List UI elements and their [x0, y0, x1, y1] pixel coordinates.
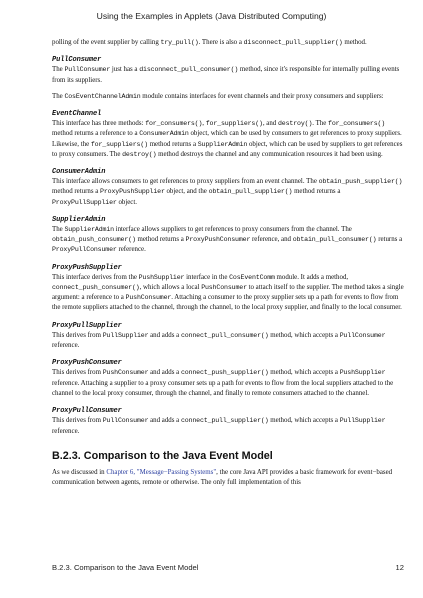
code-span: obtain_pull_consumer() — [292, 236, 377, 244]
text-span: object, which can be used by consumers to get references to proxy suppliers. Likewise, the — [52, 130, 402, 148]
text-span: object. — [116, 198, 138, 206]
text-span: , the core Java API provides a basic framework for event−based communication between agents, remote or otherwise. The only full implementation of this — [52, 468, 393, 487]
text-span: reference. — [52, 342, 80, 350]
text-span: , and — [262, 120, 278, 128]
definition-term: ProxyPushSupplier — [52, 263, 122, 272]
text-span: method destroys the channel and any communication resources it had been using. — [156, 150, 383, 158]
text-span: method, since it's responsible for internally pulling events from its suppliers. — [52, 66, 400, 84]
text-span: This derives from — [52, 331, 103, 339]
text-span: . There is also a — [198, 39, 244, 46]
code-span: ProxyPushSupplier — [100, 188, 165, 196]
text-span: just has a — [110, 66, 140, 74]
text-span: and adds a — [148, 417, 181, 425]
text-span: returns a — [376, 236, 403, 244]
code-span: destroy() — [122, 150, 157, 158]
definition-description — [52, 119, 404, 160]
text-span: , — [202, 120, 206, 128]
text-span: This derives from — [52, 417, 103, 425]
text-span: and adds a — [148, 331, 181, 339]
code-span: disconnect_pull_consumer() — [139, 66, 239, 74]
text-span: The — [52, 66, 65, 74]
definition-term: ConsumerAdmin — [52, 168, 106, 177]
code-span: CosEventChannelAdmin — [64, 92, 141, 100]
code-span: PushConsumer — [125, 294, 172, 302]
code-span: destroy() — [277, 120, 313, 128]
text-span: reference, and — [250, 236, 293, 244]
code-span: connect_pull_supplier() — [180, 417, 269, 425]
code-span: PullSupplier — [102, 331, 149, 339]
code-span: ConsumerAdmin — [139, 130, 189, 138]
code-span: SupplierAdmin — [64, 226, 114, 234]
text-span: method returns a — [292, 188, 341, 196]
code-span: PushConsumer — [201, 284, 247, 292]
text-span: to attach itself to the supplier. The method takes a single argument: a reference to a — [52, 284, 404, 302]
entries-a — [52, 55, 404, 86]
text-span: This interface derives from the — [52, 273, 139, 281]
text-span: method returns a reference to a — [52, 130, 140, 138]
text-span: module contains interfaces for event channels and their proxy consumers and suppliers: — [140, 92, 384, 100]
definition-term: ProxyPullSupplier — [52, 321, 122, 330]
definition-description — [52, 177, 404, 208]
text-span: method, which accepts a — [268, 331, 340, 339]
code-span: obtain_push_consumer() — [52, 236, 136, 244]
definition-description — [52, 416, 404, 436]
code-span: try_pull() — [160, 39, 199, 46]
code-span: disconnect_pull_supplier() — [243, 39, 343, 46]
text-span: This interface has three methods: — [52, 120, 146, 128]
text-span: object, which can be used by suppliers to get references to proxy consumers. The — [52, 140, 403, 158]
code-span: for_consumers() — [328, 120, 386, 128]
code-span: for_suppliers() — [205, 120, 263, 128]
code-span: PushConsumer — [102, 369, 149, 377]
code-span: PushSupplier — [138, 273, 185, 281]
text-span: The — [52, 226, 65, 234]
code-span: PullConsumer — [64, 66, 111, 74]
code-span: PullSupplier — [339, 417, 386, 425]
text-span: interface in the — [184, 273, 230, 281]
definition-description — [52, 368, 404, 399]
running-header: Using the Examples in Applets (Java Distributed Computing) — [96, 11, 327, 21]
text-span: . Attaching a consumer to the proxy supplier sets up a path for events to flow from the remote suppliers attached to the channel, through the channel, to the local proxy supplier, and finally to the local consumer. — [52, 294, 402, 312]
text-span: reference. Attaching a supplier to a proxy consumer sets up a path for events to flow from the local suppliers attached to the channel to the local proxy consumer, through the channel, and finally to remote consumers attached to the channel. — [52, 379, 394, 397]
definition-description — [52, 65, 404, 85]
definition-description — [52, 225, 404, 256]
footer-section: B.2.3. Comparison to the Java Event Model — [52, 563, 199, 572]
module-note — [52, 92, 404, 102]
code-span: SupplierAdmin — [197, 140, 248, 148]
text-span: This interface allows consumers to get references to proxy suppliers from an event channel. The — [52, 178, 319, 186]
code-span: PullConsumer — [102, 417, 149, 425]
text-span: method returns a — [52, 188, 101, 196]
section-body — [52, 468, 404, 488]
definition-description — [52, 331, 404, 351]
definition-term: ProxyPullConsumer — [52, 407, 122, 416]
text-span: method. — [342, 39, 367, 46]
text-span: method returns a — [147, 140, 198, 148]
text-span: polling of the event supplier by calling — [52, 39, 161, 46]
code-span: PullConsumer — [339, 331, 386, 339]
text-span: , which allows a local — [139, 284, 202, 292]
code-span: ProxyPushConsumer — [185, 236, 251, 244]
text-span: object, and the — [164, 188, 209, 196]
chapter-link[interactable]: Chapter 6, "Message−Passing Systems" — [106, 468, 217, 476]
text-span: method, which accepts a — [268, 369, 340, 377]
definition-description — [52, 273, 404, 314]
code-span: connect_push_supplier() — [180, 369, 269, 377]
text-span: reference. — [52, 427, 80, 435]
text-span: method returns a — [135, 236, 186, 244]
text-span: method, which accepts a — [268, 417, 340, 425]
code-span: for_suppliers() — [90, 140, 148, 148]
definition-term: SupplierAdmin — [52, 215, 106, 224]
text-span: . The — [312, 120, 329, 128]
code-span: CosEventComm — [229, 273, 275, 281]
code-span: obtain_pull_supplier() — [208, 188, 293, 196]
text-span: The — [52, 92, 65, 100]
text-span: and adds a — [148, 369, 181, 377]
code-span: ProxyPullSupplier — [52, 198, 117, 206]
section-heading: B.2.3. Comparison to the Java Event Model — [52, 449, 273, 462]
code-span: connect_push_consumer() — [52, 284, 140, 292]
page-number: 12 — [395, 563, 404, 572]
entries-b — [52, 109, 404, 437]
text-span: As we discussed in — [52, 468, 107, 476]
page-content — [52, 38, 404, 488]
text-span: reference. — [116, 246, 146, 254]
code-span: ProxyPullConsumer — [52, 246, 117, 254]
definition-term: ProxyPushConsumer — [52, 359, 122, 368]
intro-paragraph — [52, 38, 404, 48]
text-span: interface allows suppliers to get references to proxy consumers from the channel. The — [113, 226, 352, 234]
code-span: connect_pull_consumer() — [180, 331, 269, 339]
code-span: for_consumers() — [145, 120, 203, 128]
text-span: module. It adds a method, — [274, 273, 349, 281]
definition-term: EventChannel — [52, 110, 102, 119]
definition-term: PullConsumer — [52, 56, 102, 65]
text-span: This derives from — [52, 369, 103, 377]
code-span: PushSupplier — [339, 369, 386, 377]
code-span: obtain_push_supplier() — [318, 178, 403, 186]
